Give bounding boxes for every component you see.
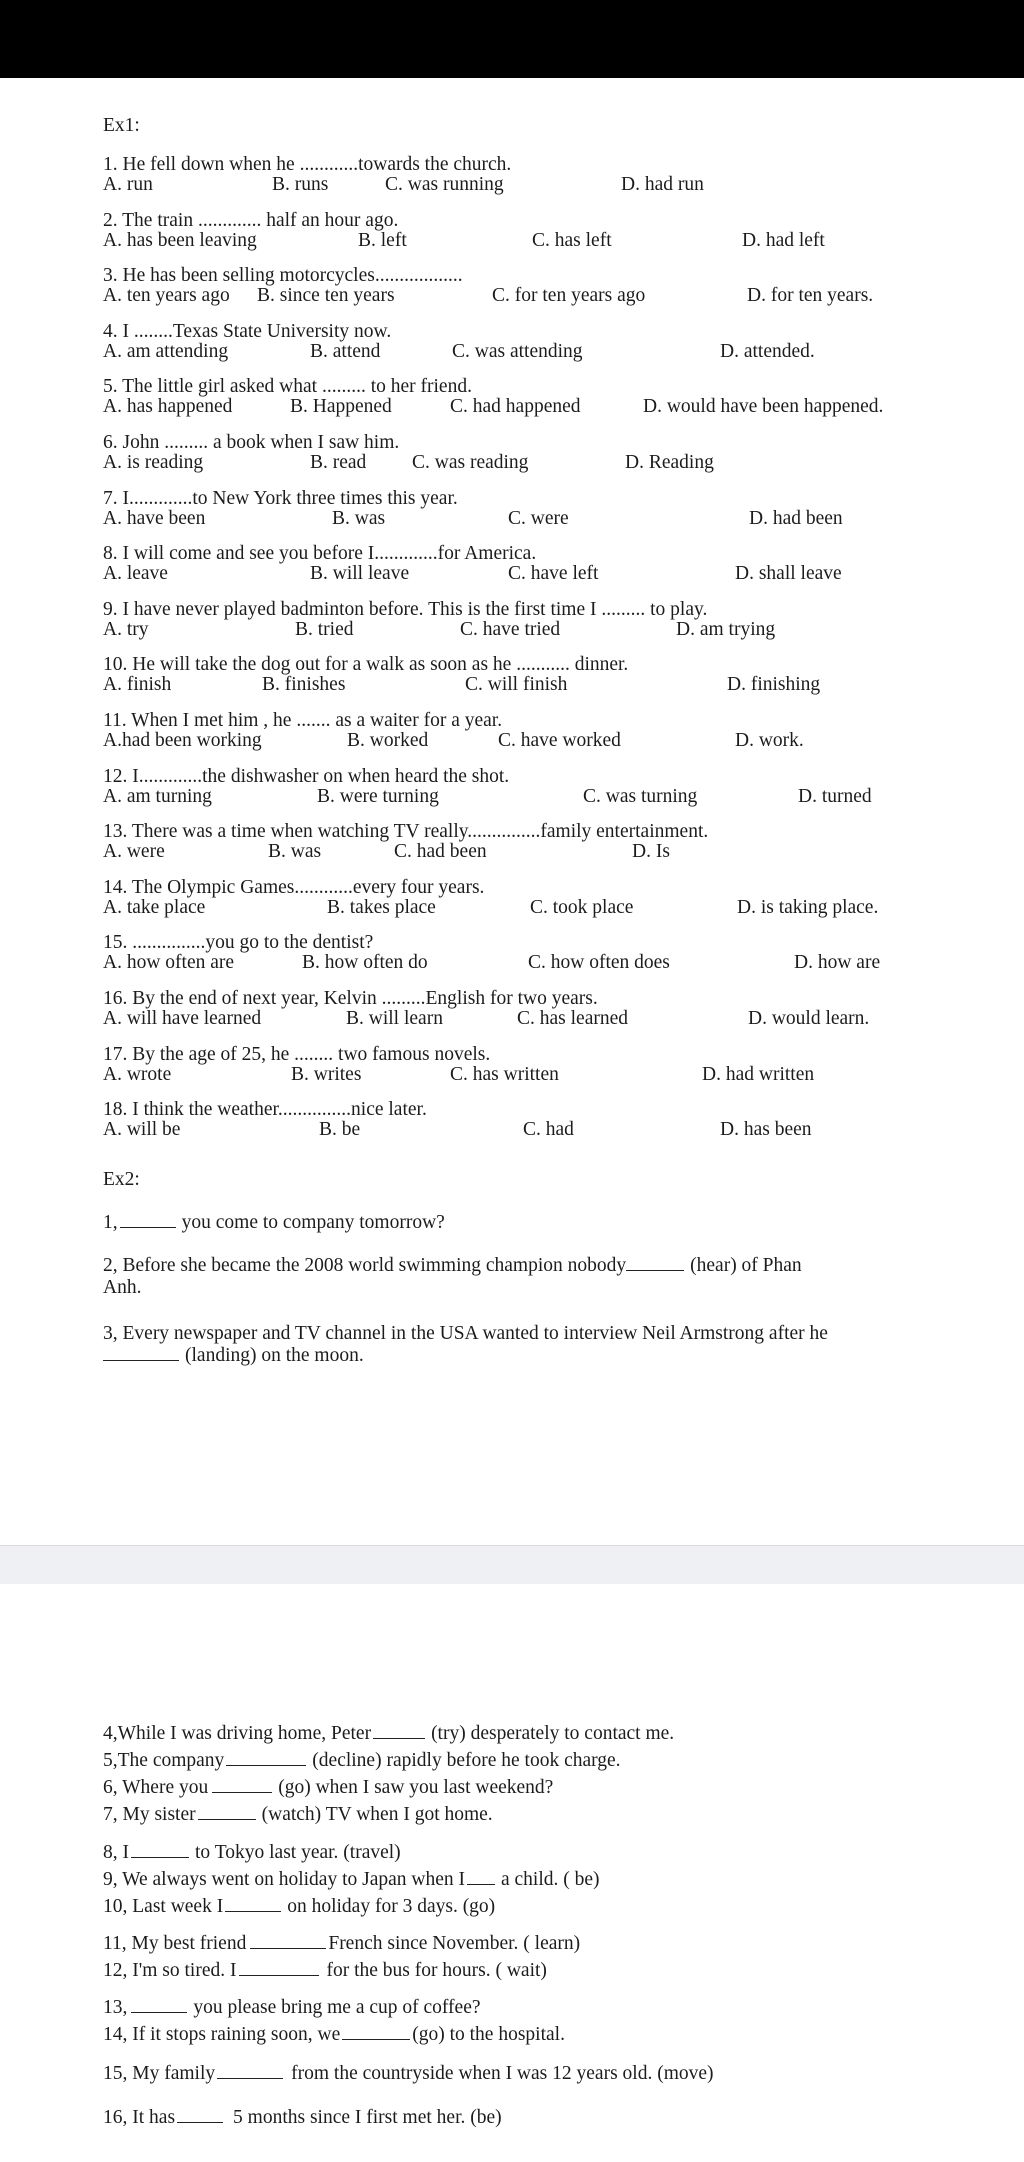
ex1-q5-option-d[interactable]: D. would have been happened. [643, 396, 884, 417]
ex2-item-16-post: 5 months since I first met her. (be) [233, 2107, 502, 2128]
ex1-q11-option-b[interactable]: B. worked [347, 730, 429, 751]
ex1-q6-option-b[interactable]: B. read [310, 452, 367, 473]
ex1-q14-option-a[interactable]: A. take place [103, 897, 206, 918]
ex2-item-13-blank[interactable] [131, 1996, 187, 2013]
ex2-item-2-cont: Anh. [103, 1277, 142, 1298]
ex2-item-14-blank[interactable] [342, 2023, 410, 2040]
ex1-q4-option-a[interactable]: A. am attending [103, 341, 229, 362]
ex2-item-10-post: on holiday for 3 days. (go) [287, 1896, 496, 1917]
ex1-q16-option-b[interactable]: B. will learn [346, 1008, 443, 1029]
ex1-q16-option-d[interactable]: D. would learn. [748, 1008, 870, 1029]
ex2-item-12-blank[interactable] [239, 1959, 319, 1976]
ex1-q1-option-a[interactable]: A. run [103, 174, 153, 195]
ex2-item-13 [103, 1996, 481, 2020]
ex1-q13-option-b[interactable]: B. was [268, 841, 322, 862]
ex1-question-7: 7. I.............to New York three times this year. [103, 488, 458, 509]
ex2-item-12-pre: 12, I'm so tired. I [103, 1960, 237, 1981]
ex1-question-16: 16. By the end of next year, Kelvin .........English for two years. [103, 988, 598, 1009]
ex2-item-4 [103, 1722, 674, 1746]
ex1-q4-option-b[interactable]: B. attend [310, 341, 381, 362]
ex2-item-5-pre: 5,The company [103, 1750, 225, 1771]
exercise-2-title: Ex2: [103, 1169, 140, 1190]
ex2-item-1-post: you come to company tomorrow? [181, 1212, 445, 1233]
ex1-q11-option-c[interactable]: C. have worked [498, 730, 621, 751]
top-black-bar [0, 0, 1024, 78]
ex1-q10-option-a[interactable]: A. finish [103, 674, 172, 695]
ex1-q2-option-c[interactable]: C. has left [532, 230, 612, 251]
ex2-item-13-pre: 13, [103, 1997, 128, 2018]
ex2-item-9 [103, 1868, 600, 1892]
ex1-q9-option-a[interactable]: A. try [103, 619, 149, 640]
ex2-item-5 [103, 1749, 621, 1773]
ex1-q4-option-c[interactable]: C. was attending [452, 341, 583, 362]
ex2-item-2-blank[interactable] [626, 1254, 684, 1271]
ex2-item-1-blank[interactable] [120, 1211, 176, 1228]
ex1-question-13: 13. There was a time when watching TV really...............family entertainment. [103, 821, 709, 842]
worksheet-page-1 [0, 78, 1024, 1545]
exercise-1-title: Ex1: [103, 115, 140, 136]
ex1-q15-option-d[interactable]: D. how are [794, 952, 881, 973]
ex1-q12-option-b[interactable]: B. were turning [317, 786, 439, 807]
ex2-item-16-pre: 16, It has [103, 2107, 176, 2128]
worksheet-page-2 [0, 1584, 1024, 2162]
ex1-q5-option-a[interactable]: A. has happened [103, 396, 233, 417]
ex1-q1-option-c[interactable]: C. was running [385, 174, 504, 195]
ex1-q5-option-c[interactable]: C. had happened [450, 396, 581, 417]
ex2-item-10-pre: 10, Last week I [103, 1896, 224, 1917]
ex1-question-15: 15. ...............you go to the dentist? [103, 932, 374, 953]
ex1-q17-option-d[interactable]: D. had written [702, 1064, 815, 1085]
ex1-q7-option-a[interactable]: A. have been [103, 508, 206, 529]
ex1-question-17: 17. By the age of 25, he ........ two famous novels. [103, 1044, 491, 1065]
ex2-item-12 [103, 1959, 547, 1983]
ex2-item-2 [103, 1254, 802, 1278]
ex2-item-9-blank[interactable] [467, 1868, 495, 1885]
ex1-q3-option-a[interactable]: A. ten years ago [103, 285, 230, 306]
ex1-q14-option-d[interactable]: D. is taking place. [737, 897, 879, 918]
ex2-item-10 [103, 1895, 495, 1919]
ex1-q8-option-b[interactable]: B. will leave [310, 563, 410, 584]
ex2-item-15-blank[interactable] [217, 2062, 283, 2079]
ex2-item-6-blank[interactable] [212, 1776, 272, 1793]
ex1-q7-option-c[interactable]: C. were [508, 508, 569, 529]
ex1-q1-option-b[interactable]: B. runs [272, 174, 329, 195]
ex2-item-8-blank[interactable] [131, 1841, 189, 1858]
ex2-item-11 [103, 1932, 580, 1956]
ex1-question-1: 1. He fell down when he ............towards the church. [103, 154, 512, 175]
ex1-q8-option-c[interactable]: C. have left [508, 563, 599, 584]
ex1-q3-option-d[interactable]: D. for ten years. [747, 285, 874, 306]
ex1-q14-option-c[interactable]: C. took place [530, 897, 634, 918]
ex2-item-11-pre: 11, My best friend [103, 1933, 247, 1954]
ex1-q3-option-b[interactable]: B. since ten years [257, 285, 395, 306]
ex1-q8-option-a[interactable]: A. leave [103, 563, 168, 584]
ex2-item-1-pre: 1, [103, 1212, 118, 1233]
ex1-question-8: 8. I will come and see you before I.............for America. [103, 543, 537, 564]
ex2-item-9-pre: 9, We always went on holiday to Japan when I [103, 1869, 465, 1890]
ex1-question-12: 12. I.............the dishwasher on when heard the shot. [103, 766, 510, 787]
ex1-question-6: 6. John ......... a book when I saw him. [103, 432, 400, 453]
ex1-q15-option-a[interactable]: A. how often are [103, 952, 235, 973]
ex2-item-2-post: (hear) of Phan [690, 1255, 802, 1276]
ex2-item-4-blank[interactable] [373, 1722, 425, 1739]
ex1-q18-option-d[interactable]: D. has been [720, 1119, 812, 1140]
ex2-item-9-post: a child. ( be) [501, 1869, 600, 1890]
ex1-q17-option-b[interactable]: B. writes [291, 1064, 362, 1085]
ex1-q15-option-c[interactable]: C. how often does [528, 952, 670, 973]
ex2-item-13-post: you please bring me a cup of coffee? [193, 1997, 481, 2018]
ex2-item-4-post: (try) desperately to contact me. [431, 1723, 675, 1744]
ex1-q12-option-c[interactable]: C. was turning [583, 786, 698, 807]
ex1-q2-option-a[interactable]: A. has been leaving [103, 230, 257, 251]
ex2-item-6-pre: 6, Where you [103, 1777, 209, 1798]
ex1-q18-option-a[interactable]: A. will be [103, 1119, 181, 1140]
ex1-q13-option-c[interactable]: C. had been [394, 841, 487, 862]
ex2-item-7-pre: 7, My sister [103, 1804, 196, 1825]
ex1-question-3: 3. He has been selling motorcycles.................. [103, 265, 463, 286]
ex1-q12-option-a[interactable]: A. am turning [103, 786, 212, 807]
ex1-q16-option-c[interactable]: C. has learned [517, 1008, 629, 1029]
ex1-q7-option-d[interactable]: D. had been [749, 508, 843, 529]
ex1-q4-option-d[interactable]: D. attended. [720, 341, 815, 362]
ex2-item-15 [103, 2062, 714, 2086]
ex2-item-3-blank[interactable] [103, 1344, 179, 1361]
ex2-item-14-post: (go) to the hospital. [412, 2024, 565, 2045]
ex1-q5-option-b[interactable]: B. Happened [290, 396, 392, 417]
ex1-q17-option-c[interactable]: C. has written [450, 1064, 559, 1085]
ex2-item-16-blank[interactable] [177, 2106, 223, 2123]
ex2-item-2-pre: 2, Before she became the 2008 world swimming champion nobody [103, 1255, 627, 1276]
ex1-q8-option-d[interactable]: D. shall leave [735, 563, 842, 584]
ex1-q2-option-d[interactable]: D. had left [742, 230, 825, 251]
ex1-question-9: 9. I have never played badminton before. This is the first time I ......... to play. [103, 599, 708, 620]
ex1-question-14: 14. The Olympic Games............every four years. [103, 877, 485, 898]
ex2-item-6 [103, 1776, 553, 1800]
ex1-question-2: 2. The train ............. half an hour ago. [103, 210, 399, 231]
ex1-q13-option-d[interactable]: D. Is [632, 841, 670, 862]
ex2-item-1 [103, 1211, 445, 1235]
ex1-q6-option-c[interactable]: C. was reading [412, 452, 529, 473]
ex2-item-7-post: (watch) TV when I got home. [261, 1804, 493, 1825]
ex2-item-14 [103, 2023, 565, 2047]
ex1-q6-option-d[interactable]: D. Reading [625, 452, 714, 473]
ex2-item-11-post: French since November. ( learn) [328, 1933, 581, 1954]
ex1-q10-option-c[interactable]: C. will finish [465, 674, 568, 695]
page-separator [0, 1545, 1024, 1585]
ex1-q2-option-b[interactable]: B. left [358, 230, 407, 251]
ex2-item-14-pre: 14, If it stops raining soon, we [103, 2024, 341, 2045]
ex1-q1-option-d[interactable]: D. had run [621, 174, 704, 195]
ex2-item-8-post: to Tokyo last year. (travel) [195, 1842, 401, 1863]
ex1-q17-option-a[interactable]: A. wrote [103, 1064, 172, 1085]
ex1-q9-option-d[interactable]: D. am trying [676, 619, 776, 640]
ex2-item-11-blank[interactable] [250, 1932, 326, 1949]
ex1-q12-option-d[interactable]: D. turned [798, 786, 872, 807]
ex1-question-11: 11. When I met him , he ....... as a waiter for a year. [103, 710, 503, 731]
ex2-item-15-pre: 15, My family [103, 2063, 216, 2084]
ex2-item-5-post: (decline) rapidly before he took charge. [312, 1750, 621, 1771]
ex2-item-8-pre: 8, I [103, 1842, 129, 1863]
ex2-item-7 [103, 1803, 493, 1827]
ex2-item-3: 3, Every newspaper and TV channel in the USA wanted to interview Neil Armstrong after he [103, 1323, 828, 1344]
ex1-q14-option-b[interactable]: B. takes place [327, 897, 436, 918]
ex2-item-8 [103, 1841, 401, 1865]
ex1-q11-option-a[interactable]: A.had been working [103, 730, 262, 751]
ex1-q9-option-b[interactable]: B. tried [295, 619, 354, 640]
ex1-question-5: 5. The little girl asked what ......... to her friend. [103, 376, 472, 397]
ex2-item-3-post: (landing) on the moon. [185, 1345, 364, 1366]
ex1-q18-option-b[interactable]: B. be [319, 1119, 361, 1140]
ex2-item-10-blank[interactable] [225, 1895, 281, 1912]
ex1-q6-option-a[interactable]: A. is reading [103, 452, 204, 473]
ex2-item-5-blank[interactable] [226, 1749, 306, 1766]
ex2-item-3-cont [103, 1344, 364, 1368]
ex1-q16-option-a[interactable]: A. will have learned [103, 1008, 262, 1029]
ex1-q18-option-c[interactable]: C. had [523, 1119, 574, 1140]
ex1-q10-option-d[interactable]: D. finishing [727, 674, 821, 695]
ex1-q7-option-b[interactable]: B. was [332, 508, 386, 529]
ex1-question-10: 10. He will take the dog out for a walk as soon as he ........... dinner. [103, 654, 629, 675]
ex2-item-4-pre: 4,While I was driving home, Peter [103, 1723, 372, 1744]
ex1-question-18: 18. I think the weather...............nice later. [103, 1099, 427, 1120]
ex2-item-16 [103, 2106, 502, 2130]
ex1-question-4: 4. I ........Texas State University now. [103, 321, 392, 342]
ex1-q9-option-c[interactable]: C. have tried [460, 619, 561, 640]
ex2-item-15-post: from the countryside when I was 12 years old. (move) [291, 2063, 714, 2084]
ex1-q13-option-a[interactable]: A. were [103, 841, 165, 862]
ex1-q10-option-b[interactable]: B. finishes [262, 674, 346, 695]
ex1-q3-option-c[interactable]: C. for ten years ago [492, 285, 646, 306]
ex1-q15-option-b[interactable]: B. how often do [302, 952, 428, 973]
ex1-q11-option-d[interactable]: D. work. [735, 730, 804, 751]
ex2-item-6-post: (go) when I saw you last weekend? [278, 1777, 554, 1798]
ex2-item-7-blank[interactable] [198, 1803, 256, 1820]
ex2-item-12-post: for the bus for hours. ( wait) [326, 1960, 547, 1981]
